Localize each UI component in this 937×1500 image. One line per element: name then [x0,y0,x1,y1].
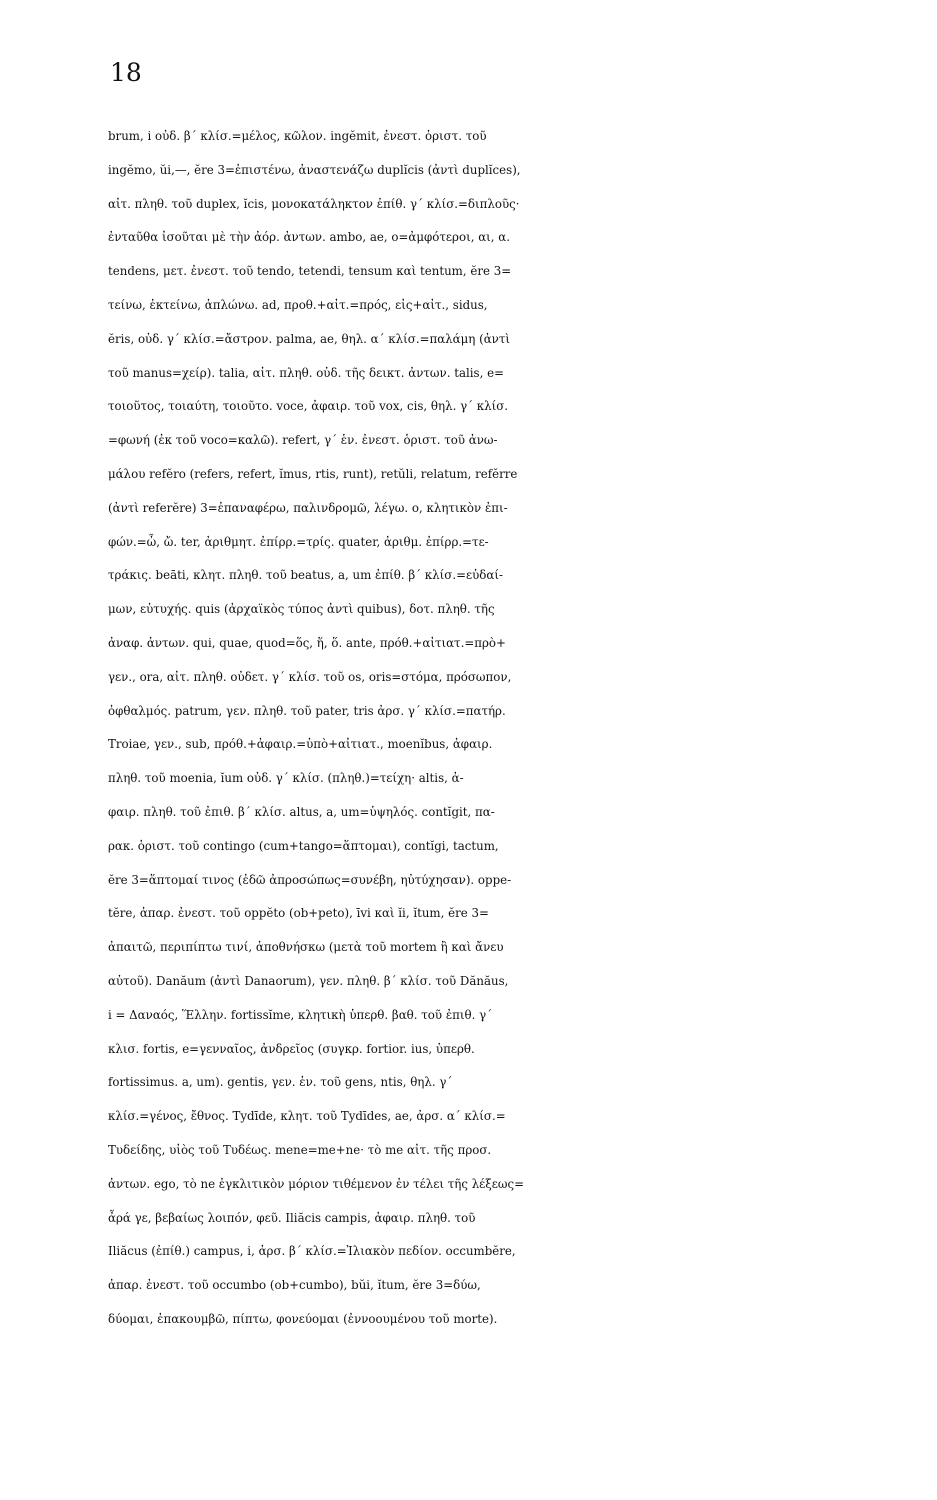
text-line: ὀφθαλμός. patrum, γεν. πληθ. τοῦ pater, tris ἀρσ. γ΄ κλίσ.=πατήρ. [108,703,506,718]
text-line: τοιοῦτος, τοιαύτη, τοιοῦτο. voce, ἀφαιρ. τοῦ vox, cis, θηλ. γ΄ κλίσ. [108,399,509,414]
text-line: ἆρά γε, βεβαίως λοιπόν, φεῦ. Iliăcis campis, ἀφαιρ. πληθ. τοῦ [108,1210,476,1225]
text-line: Τυδείδης, υἱὸς τοῦ Τυδέως. mene=me+ne· τὸ me αἰτ. τῆς προσ. [108,1142,492,1157]
text-line: (ἀντὶ referĕre) 3=ἐπαναφέρω, παλινδρομῶ, λέγω. o, κλητικὸν ἐπι- [108,500,508,515]
text-line: ἀναφ. ἀντων. qui, quae, quod=ὅς, ἥ, ὅ. ante, πρόθ.+αἰτιατ.=πρὸ+ [108,635,506,650]
text-line: fortissimus. a, um). gentis, γεν. ἑν. τοῦ gens, ntis, θηλ. γ΄ [108,1075,453,1090]
text-line: τείνω, ἐκτείνω, ἁπλώνω. ad, προθ.+αἰτ.=πρός, εἰς+αἰτ., sidus, [108,297,488,312]
text-line: γεν., ora, αἰτ. πληθ. οὐδετ. γ΄ κλίσ. τοῦ os, oris=στόμα, πρόσωπον, [108,669,512,684]
text-line: ρακ. ὁριστ. τοῦ contingo (cum+tango=ἅπτομαι), contĭgi, tactum, [108,838,499,853]
text-line: μάλου refĕro (refers, refert, ĭmus, rtis, runt), retŭli, relatum, refĕrre [108,466,518,481]
text-line: ingĕmo, ŭi,—, ĕre 3=ἐπιστένω, ἀναστενάζω duplĭcis (ἀντὶ duplĭces), [108,162,521,177]
text-line: αἰτ. πληθ. τοῦ duplex, ĭcis, μονοκατάληκτον ἐπίθ. γ΄ κλίσ.=διπλοῦς· [108,196,520,211]
text-line: ἀντων. ego, τὸ ne ἐγκλιτικὸν μόριον τιθέμενον ἐν τέλει τῆς λέξεως= [108,1176,525,1191]
text-line: τοῦ manus=χείρ). talia, αἰτ. πληθ. οὐδ. τῆς δεικτ. ἀντων. talis, e= [108,365,504,380]
text-line: ĕre 3=ἅπτομαί τινος (ἐδῶ ἀπροσώπως=συνέβη, ηὐτύχησαν). oppe- [108,872,512,887]
text-line: δύομαι, ἐπακουμβῶ, πίπτω, φονεύομαι (ἐννοουμένου τοῦ morte). [108,1311,498,1326]
text-line: ĕris, οὐδ. γ΄ κλίσ.=ἄστρον. palma, ae, θηλ. α΄ κλίσ.=παλάμη (ἀντὶ [108,331,510,346]
text-line: Troiae, γεν., sub, πρόθ.+ἀφαιρ.=ὑπὸ+αἰτιατ., moenĭbus, ἀφαιρ. [108,737,493,752]
text-line: ἐνταῦθα ἰσοῦται μὲ τὴν ἀόρ. ἀντων. ambo, ae, o=ἀμφότεροι, αι, α. [108,230,511,245]
text-line: φών.=ὦ, ὤ. ter, ἀριθμητ. ἐπίρρ.=τρίς. quater, ἀριθμ. ἐπίρρ.=τε- [108,534,489,549]
commentary-text [108,120,936,1337]
text-line: πληθ. τοῦ moenia, ĭum οὐδ. γ΄ κλίσ. (πληθ.)=τείχη· altis, ἀ- [108,771,464,786]
text-line: ἀπαιτῶ, περιπίπτω τινί, ἀποθνήσκω (μετὰ τοῦ mortem ἢ καὶ ἄνευ [108,940,504,955]
text-line: αὐτοῦ). Danăum (ἀντὶ Danaorum), γεν. πληθ. β΄ κλίσ. τοῦ Dănăus, [108,973,509,988]
text-line: Iliăcus (ἐπίθ.) campus, i, ἀρσ. β΄ κλίσ.=Ἰλιακὸν πεδίον. occumbĕre, [108,1244,516,1259]
text-line: brum, i οὐδ. β΄ κλίσ.=μέλος, κῶλον. ingĕmit, ἐνεστ. ὁριστ. τοῦ [108,129,487,143]
text-line: κλισ. fortis, e=γενναῖος, ἀνδρεῖος (συγκρ. fortior. ius, ὑπερθ. [108,1041,475,1056]
text-line: tendens, μετ. ἐνεστ. τοῦ tendo, tetendi, tensum καὶ tentum, ĕre 3= [108,264,512,279]
text-line: tĕre, ἀπαρ. ἐνεστ. τοῦ oppĕto (ob+peto), īvi καὶ ĭi, ĭtum, ĕre 3= [108,906,489,921]
text-line: τράκις. beāti, κλητ. πληθ. τοῦ beatus, a, um ἐπίθ. β΄ κλίσ.=εὐδαί- [108,568,503,583]
text-line: φαιρ. πληθ. τοῦ ἐπιθ. β΄ κλίσ. altus, a, um=ὑψηλός. contĭgit, πα- [108,804,495,819]
text-line: =φωνή (ἐκ τοῦ voco=καλῶ). refert, γ΄ ἑν. ἐνεστ. ὁριστ. τοῦ ἀνω- [108,433,498,448]
text-line: ἀπαρ. ἐνεστ. τοῦ occumbo (ob+cumbo), bŭi, ĭtum, ĕre 3=δύω, [108,1278,481,1293]
text-line: μων, εὐτυχής. quis (ἀρχαϊκὸς τύπος ἀντὶ quibus), δοτ. πληθ. τῆς [108,602,495,617]
text-line: κλίσ.=γένος, ἔθνος. Tydīde, κλητ. τοῦ Tydīdes, ae, ἀρσ. α΄ κλίσ.= [108,1109,506,1124]
page-number: 18 [110,58,142,87]
text-line: i = Δαναός, Ἕλλην. fortissĭme, κλητικὴ ὑπερθ. βαθ. τοῦ ἐπιθ. γ΄ [108,1007,493,1022]
